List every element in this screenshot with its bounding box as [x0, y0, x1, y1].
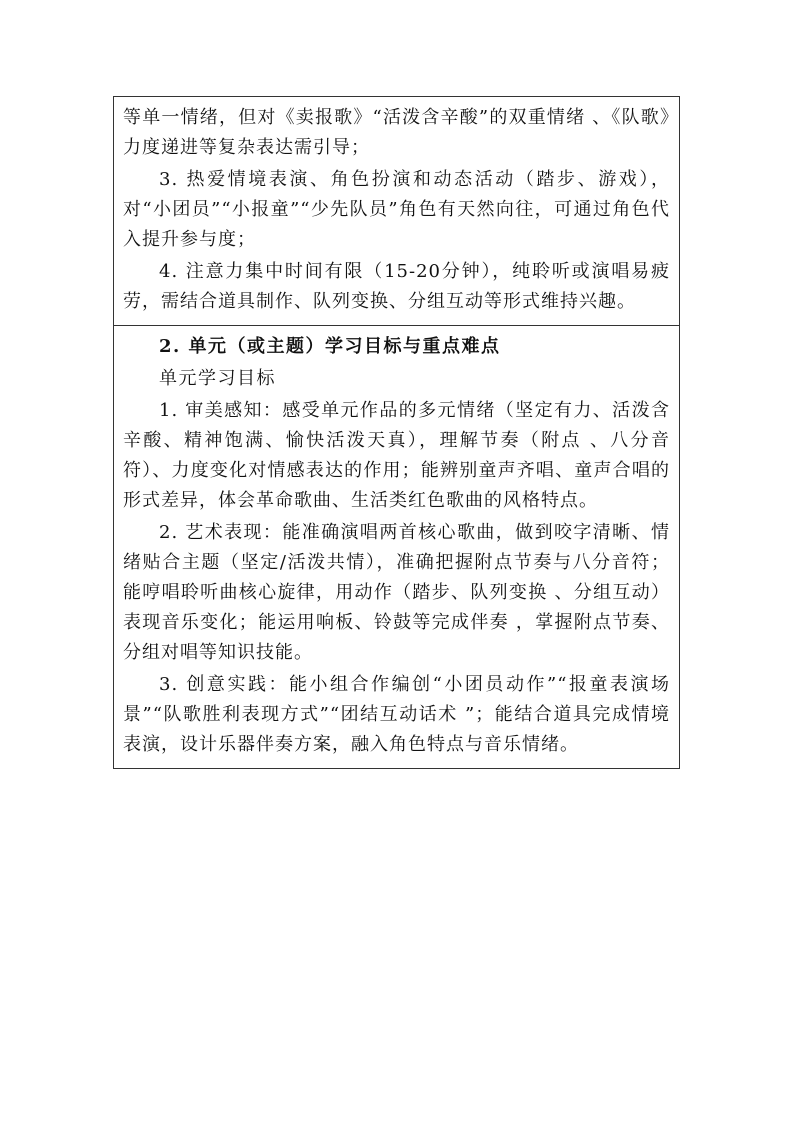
student-analysis-cell	[114, 97, 679, 325]
paragraph: 3. 热爱情境表演、角色扮演和动态活动（踏步、游戏），对“小团员”“小报童”“少先队员”角色有天然向往，可通过角色代入提升参与度；	[123, 169, 670, 250]
paragraph: 4. 注意力集中时间有限（15-20分钟），纯聆听或演唱易疲劳，需结合道具制作、队列变换、分组互动等形式维持兴趣。	[123, 261, 670, 312]
learning-goals-cell	[114, 325, 679, 768]
content-table	[113, 96, 680, 769]
section-heading: 2. 单元（或主题）学习目标与重点难点	[159, 336, 501, 357]
paragraph: 2. 艺术表现：能准确演唱两首核心歌曲，做到咬字清晰、情绪贴合主题（坚定/活泼共情），准确把握附点节奏与八分音符；能哼唱聆听曲核心旋律，用动作（踏步、队列变换 、分组互动）表现音乐变化；能运用响板、铃鼓等完成伴奏 ，掌握附点节奏、分组对唱等知识技能。	[123, 522, 670, 663]
paragraph: 等单一情绪，但对《卖报歌》“活泼含辛酸”的双重情绪 、《队歌》力度递进等复杂表达需引导；	[123, 107, 670, 158]
paragraph: 1. 审美感知：感受单元作品的多元情绪（坚定有力、活泼含辛酸、精神饱满、愉快活泼天真），理解节奏（附点 、八分音符）、力度变化对情感表达的作用；能辨别童声齐唱、童声合唱的形式差异，体会革命歌曲、生活类红色歌曲的风格特点。	[123, 400, 670, 511]
subheading: 单元学习目标	[159, 368, 276, 389]
paragraph: 3. 创意实践：能小组合作编创“小团员动作”“报童表演场景”“队歌胜利表现方式”“团结互动话术 ”；能结合道具完成情境表演，设计乐器伴奏方案，融入角色特点与音乐情绪。	[123, 674, 670, 755]
